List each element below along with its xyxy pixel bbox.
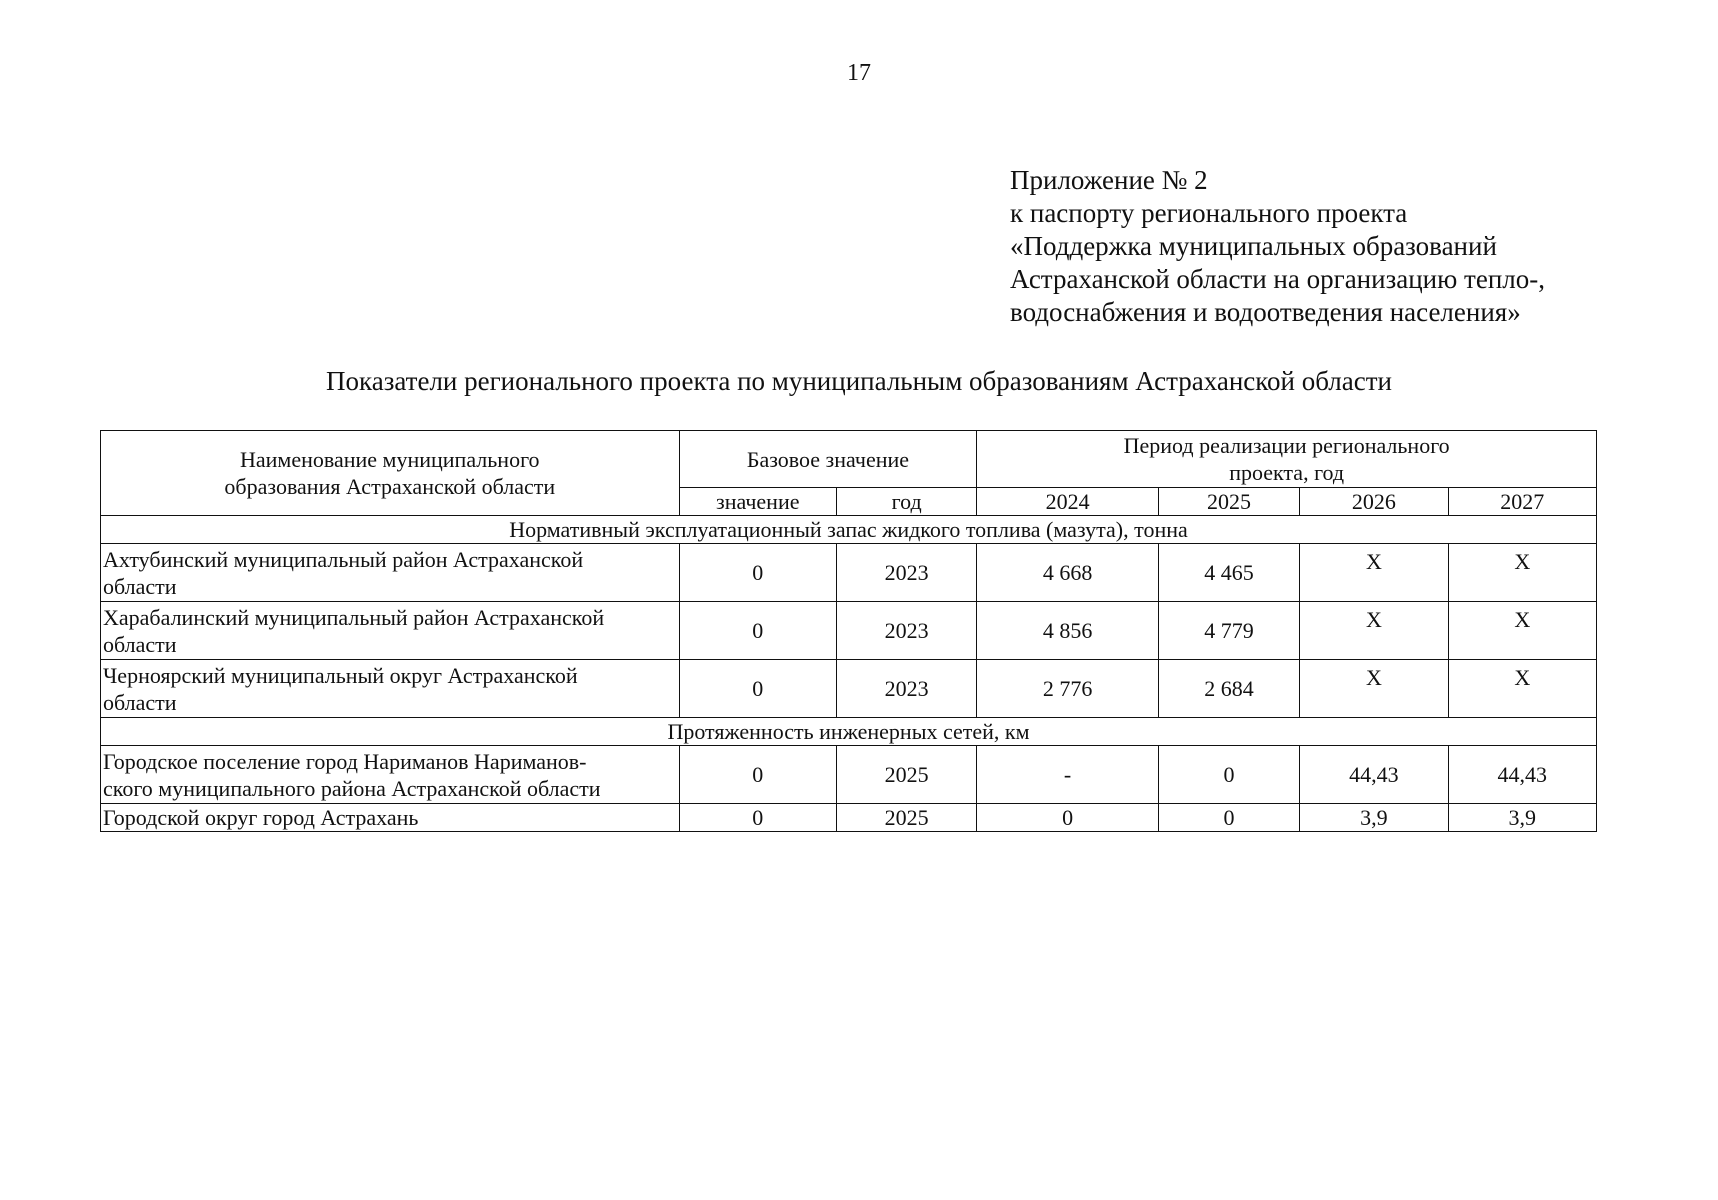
value-2027-cell: X	[1448, 544, 1596, 602]
value-2026-cell: X	[1300, 602, 1448, 660]
table-title: Показатели регионального проекта по муниципальным образованиям Астраханской области	[326, 366, 1392, 396]
section-row	[101, 516, 1597, 544]
table-row	[101, 804, 1597, 832]
value-2024-cell: 2 776	[977, 660, 1158, 718]
base-year-cell: 2023	[836, 602, 976, 660]
appendix-line: Астраханской области на организацию тепло-,	[1010, 264, 1545, 294]
header-year: 2024	[977, 488, 1158, 516]
base-value-cell: 0	[679, 746, 836, 804]
appendix-line: водоснабжения и водоотведения населения»	[1010, 297, 1521, 327]
base-value-cell: 0	[679, 660, 836, 718]
value-2025-cell: 4 779	[1158, 602, 1299, 660]
municipality-name-line: области	[103, 689, 177, 715]
value-2024-cell: -	[977, 746, 1158, 804]
municipality-name-line: Харабалинский муниципальный район Астраханской	[103, 604, 605, 630]
base-value-cell: 0	[679, 804, 836, 832]
value-2027-cell: 44,43	[1448, 746, 1596, 804]
value-2025-cell: 4 465	[1158, 544, 1299, 602]
header-name-line: Наименование муниципального	[239, 447, 540, 472]
appendix-line: Приложение № 2	[1010, 165, 1208, 195]
value-2026-cell: 44,43	[1300, 746, 1448, 804]
header-year: 2025	[1158, 488, 1299, 516]
value-2024-cell: 0	[977, 804, 1158, 832]
value-2027-cell: 3,9	[1448, 804, 1596, 832]
base-value-cell: 0	[679, 544, 836, 602]
value-2025-cell: 2 684	[1158, 660, 1299, 718]
base-value-cell: 0	[679, 602, 836, 660]
appendix-line: «Поддержка муниципальных образований	[1010, 231, 1497, 261]
header-year: 2027	[1448, 488, 1596, 516]
municipality-name	[101, 602, 680, 660]
header-name-line: образования Астраханской области	[224, 474, 556, 499]
base-year-cell: 2025	[836, 746, 976, 804]
value-2024-cell: 4 856	[977, 602, 1158, 660]
header-base-group: Базовое значение	[679, 431, 977, 488]
section-title: Нормативный эксплуатационный запас жидкого топлива (мазута), тонна	[101, 516, 1597, 544]
header-base-year: год	[836, 488, 976, 516]
header-base-value: значение	[679, 488, 836, 516]
header-year: 2026	[1300, 488, 1448, 516]
table-row	[101, 544, 1597, 602]
appendix-line: к паспорту регионального проекта	[1010, 198, 1408, 228]
municipality-name	[101, 660, 680, 718]
value-2027-cell: X	[1448, 660, 1596, 718]
value-2024-cell: 4 668	[977, 544, 1158, 602]
indicators-table	[100, 430, 1597, 832]
header-period-group	[977, 431, 1597, 488]
value-2026-cell: X	[1300, 660, 1448, 718]
section-row	[101, 718, 1597, 746]
municipality-name: Городской округ город Астрахань	[101, 804, 680, 832]
value-2027-cell: X	[1448, 602, 1596, 660]
header-row	[101, 431, 1597, 488]
table-row	[101, 602, 1597, 660]
value-2025-cell: 0	[1158, 746, 1299, 804]
header-period-line: Период реализации регионального	[1123, 433, 1450, 458]
table-row	[101, 660, 1597, 718]
municipality-name-line: Ахтубинский муниципальный район Астраханской	[103, 546, 584, 572]
municipality-name	[101, 544, 680, 602]
value-2026-cell: X	[1300, 544, 1448, 602]
section-title: Протяженность инженерных сетей, км	[101, 718, 1597, 746]
appendix-heading	[1010, 164, 1700, 329]
header-period-line: проекта, год	[1229, 460, 1345, 485]
value-2026-cell: 3,9	[1300, 804, 1448, 832]
table-row	[101, 746, 1597, 804]
municipality-name-line: ского муниципального района Астраханской области	[103, 775, 601, 801]
municipality-name-line: Черноярский муниципальный округ Астраханской	[103, 662, 578, 688]
municipality-name-line: области	[103, 573, 177, 599]
base-year-cell: 2025	[836, 804, 976, 832]
header-name-cell	[101, 431, 680, 516]
value-2025-cell: 0	[1158, 804, 1299, 832]
base-year-cell: 2023	[836, 544, 976, 602]
base-year-cell: 2023	[836, 660, 976, 718]
municipality-name	[101, 746, 680, 804]
page-number: 17	[847, 60, 871, 86]
municipality-name-line: Городское поселение город Нариманов Нариманов-	[103, 748, 587, 774]
municipality-name-line: области	[103, 631, 177, 657]
